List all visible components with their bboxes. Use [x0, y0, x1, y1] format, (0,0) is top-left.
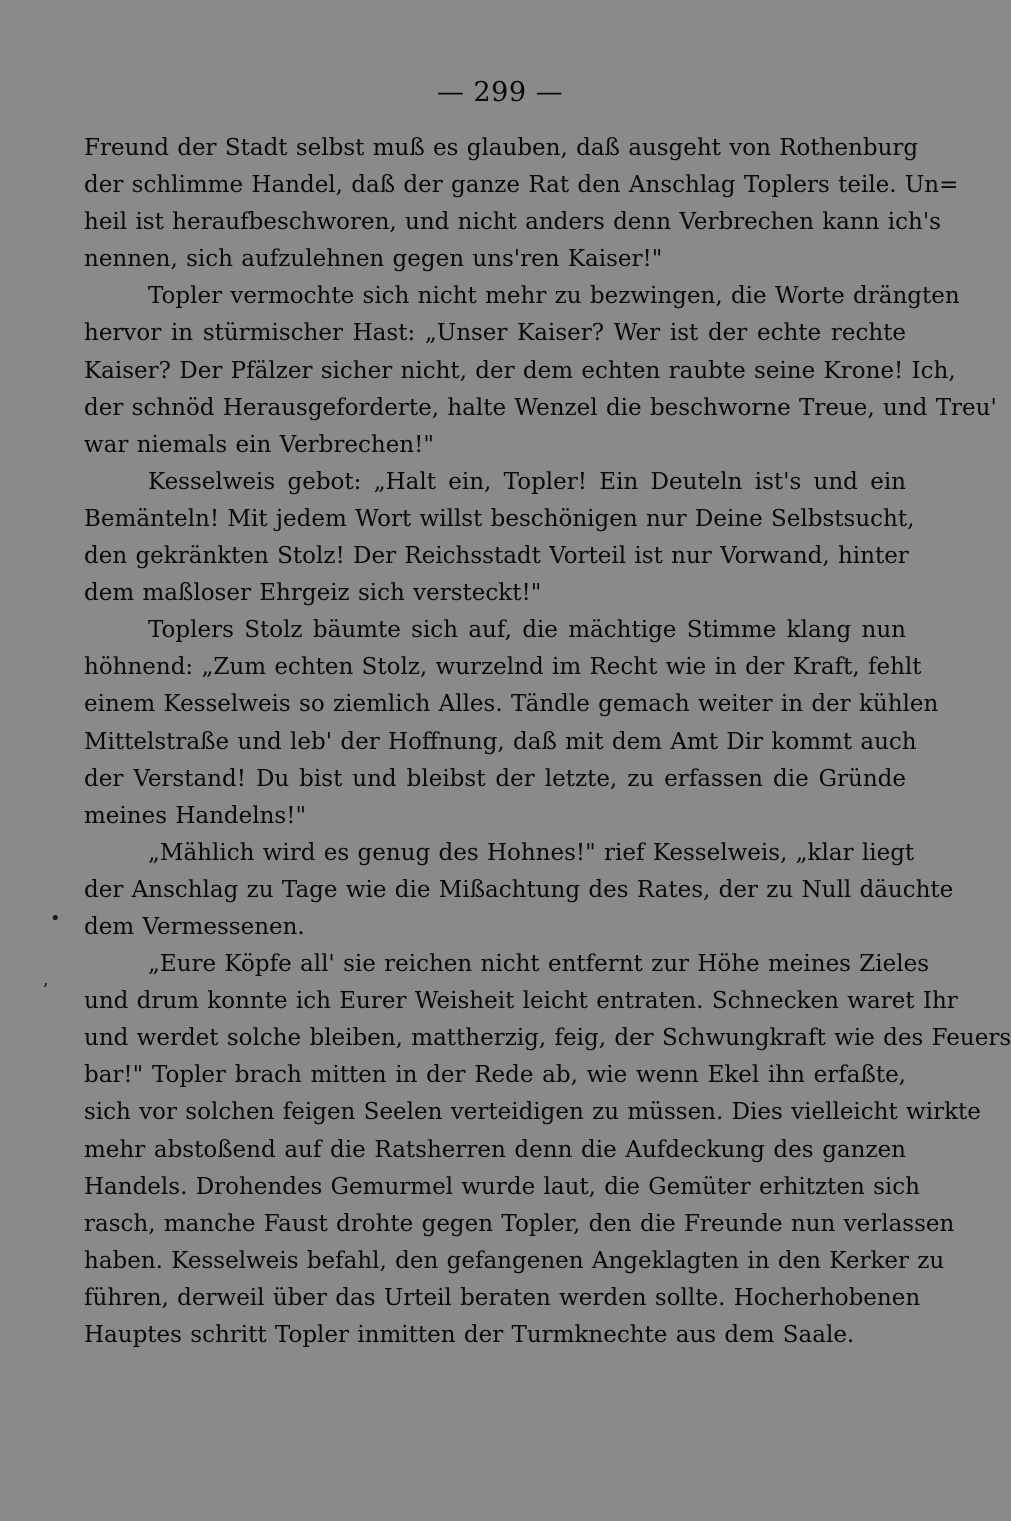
text-line: einem Kesselweis so ziemlich Alles. Tändle gemach weiter in der kühlen: [84, 691, 939, 718]
text-line: Kaiser? Der Pfälzer sicher nicht, der dem echten raubte seine Krone! Ich,: [84, 357, 956, 384]
text-line: sich vor solchen feigen Seelen verteidigen zu müssen. Dies vielleicht wirkte: [84, 1099, 981, 1126]
text-line: den gekränkten Stolz! Der Reichsstadt Vorteil ist nur Vorwand, hinter: [84, 543, 909, 570]
stray-dot-mark: •: [50, 908, 61, 929]
text-line: dem Vermessenen.: [84, 913, 305, 940]
text-line: hervor in stürmischer Hast: „Unser Kaiser? Wer ist der echte rechte: [84, 320, 906, 347]
paragraph: [84, 835, 954, 946]
text-line: Bemänteln! Mit jedem Wort willst beschönigen nur Deine Selbstsucht,: [84, 505, 915, 532]
text-line: nennen, sich aufzulehnen gegen uns'ren Kaiser!": [84, 246, 663, 273]
text-line: „Eure Köpfe all' sie reichen nicht entfernt zur Höhe meines Zieles: [148, 951, 930, 978]
text-line: bar!" Topler brach mitten in der Rede ab, wie wenn Ekel ihn erfaßte,: [84, 1062, 906, 1089]
text-line: der schlimme Handel, daß der ganze Rat den Anschlag Toplers teile. Un=: [84, 172, 959, 199]
text-line: führen, derweil über das Urteil beraten werden sollte. Hocherhobenen: [84, 1284, 921, 1311]
text-line: dem maßloser Ehrgeiz sich versteckt!": [84, 580, 542, 607]
paragraph: [84, 946, 1011, 1354]
text-line: der schnöd Herausgeforderte, halte Wenzel die beschworne Treue, und Treu': [84, 394, 997, 421]
paragraph: [84, 278, 997, 463]
page-number: — 299 —: [436, 77, 564, 108]
paragraph: [84, 464, 915, 612]
text-line: heil ist heraufbeschworen, und nicht anders denn Verbrechen kann ich's: [84, 209, 941, 236]
text-line: Kesselweis gebot: „Halt ein, Topler! Ein Deuteln ist's und ein: [148, 468, 906, 495]
text-line: Toplers Stolz bäumte sich auf, die mächtige Stimme klang nun: [148, 617, 906, 644]
text-line: war niemals ein Verbrechen!": [84, 431, 434, 458]
paragraph: [84, 612, 939, 835]
text-line: haben. Kesselweis befahl, den gefangenen Angeklagten in den Kerker zu: [84, 1247, 945, 1274]
text-line: Hauptes schritt Topler inmitten der Turmknechte aus dem Saale.: [84, 1322, 855, 1348]
text-line: rasch, manche Faust drohte gegen Topler, den die Freunde nun verlassen: [84, 1210, 955, 1237]
text-line: und werdet solche bleiben, mattherzig, feig, der Schwungkraft wie des Feuers: [84, 1025, 1011, 1052]
text-line: der Anschlag zu Tage wie die Mißachtung des Rates, der zu Null däuchte: [84, 876, 954, 903]
text-line: mehr abstoßend auf die Ratsherren denn die Aufdeckung des ganzen: [84, 1136, 906, 1163]
stray-tick-mark: ʼ: [42, 980, 48, 1001]
body-text: [84, 130, 1011, 1354]
text-line: Mittelstraße und leb' der Hoffnung, daß mit dem Amt Dir kommt auch: [84, 728, 917, 755]
text-line: Handels. Drohendes Gemurmel wurde laut, die Gemüter erhitzten sich: [84, 1173, 920, 1200]
text-line: und drum konnte ich Eurer Weisheit leicht entraten. Schnecken waret Ihr: [84, 988, 958, 1015]
text-line: höhnend: „Zum echten Stolz, wurzelnd im Recht wie in der Kraft, fehlt: [84, 654, 922, 681]
text-line: Topler vermochte sich nicht mehr zu bezwingen, die Worte drängten: [148, 283, 960, 310]
text-line: „Mählich wird es genug des Hohnes!" rief Kesselweis, „klar liegt: [148, 839, 915, 866]
text-line: Freund der Stadt selbst muß es glauben, daß ausgeht von Rothenburg: [84, 135, 919, 161]
text-line: meines Handelns!": [84, 802, 307, 829]
text-line: der Verstand! Du bist und bleibst der letzte, zu erfassen die Gründe: [84, 765, 906, 792]
paragraph: [84, 130, 959, 278]
